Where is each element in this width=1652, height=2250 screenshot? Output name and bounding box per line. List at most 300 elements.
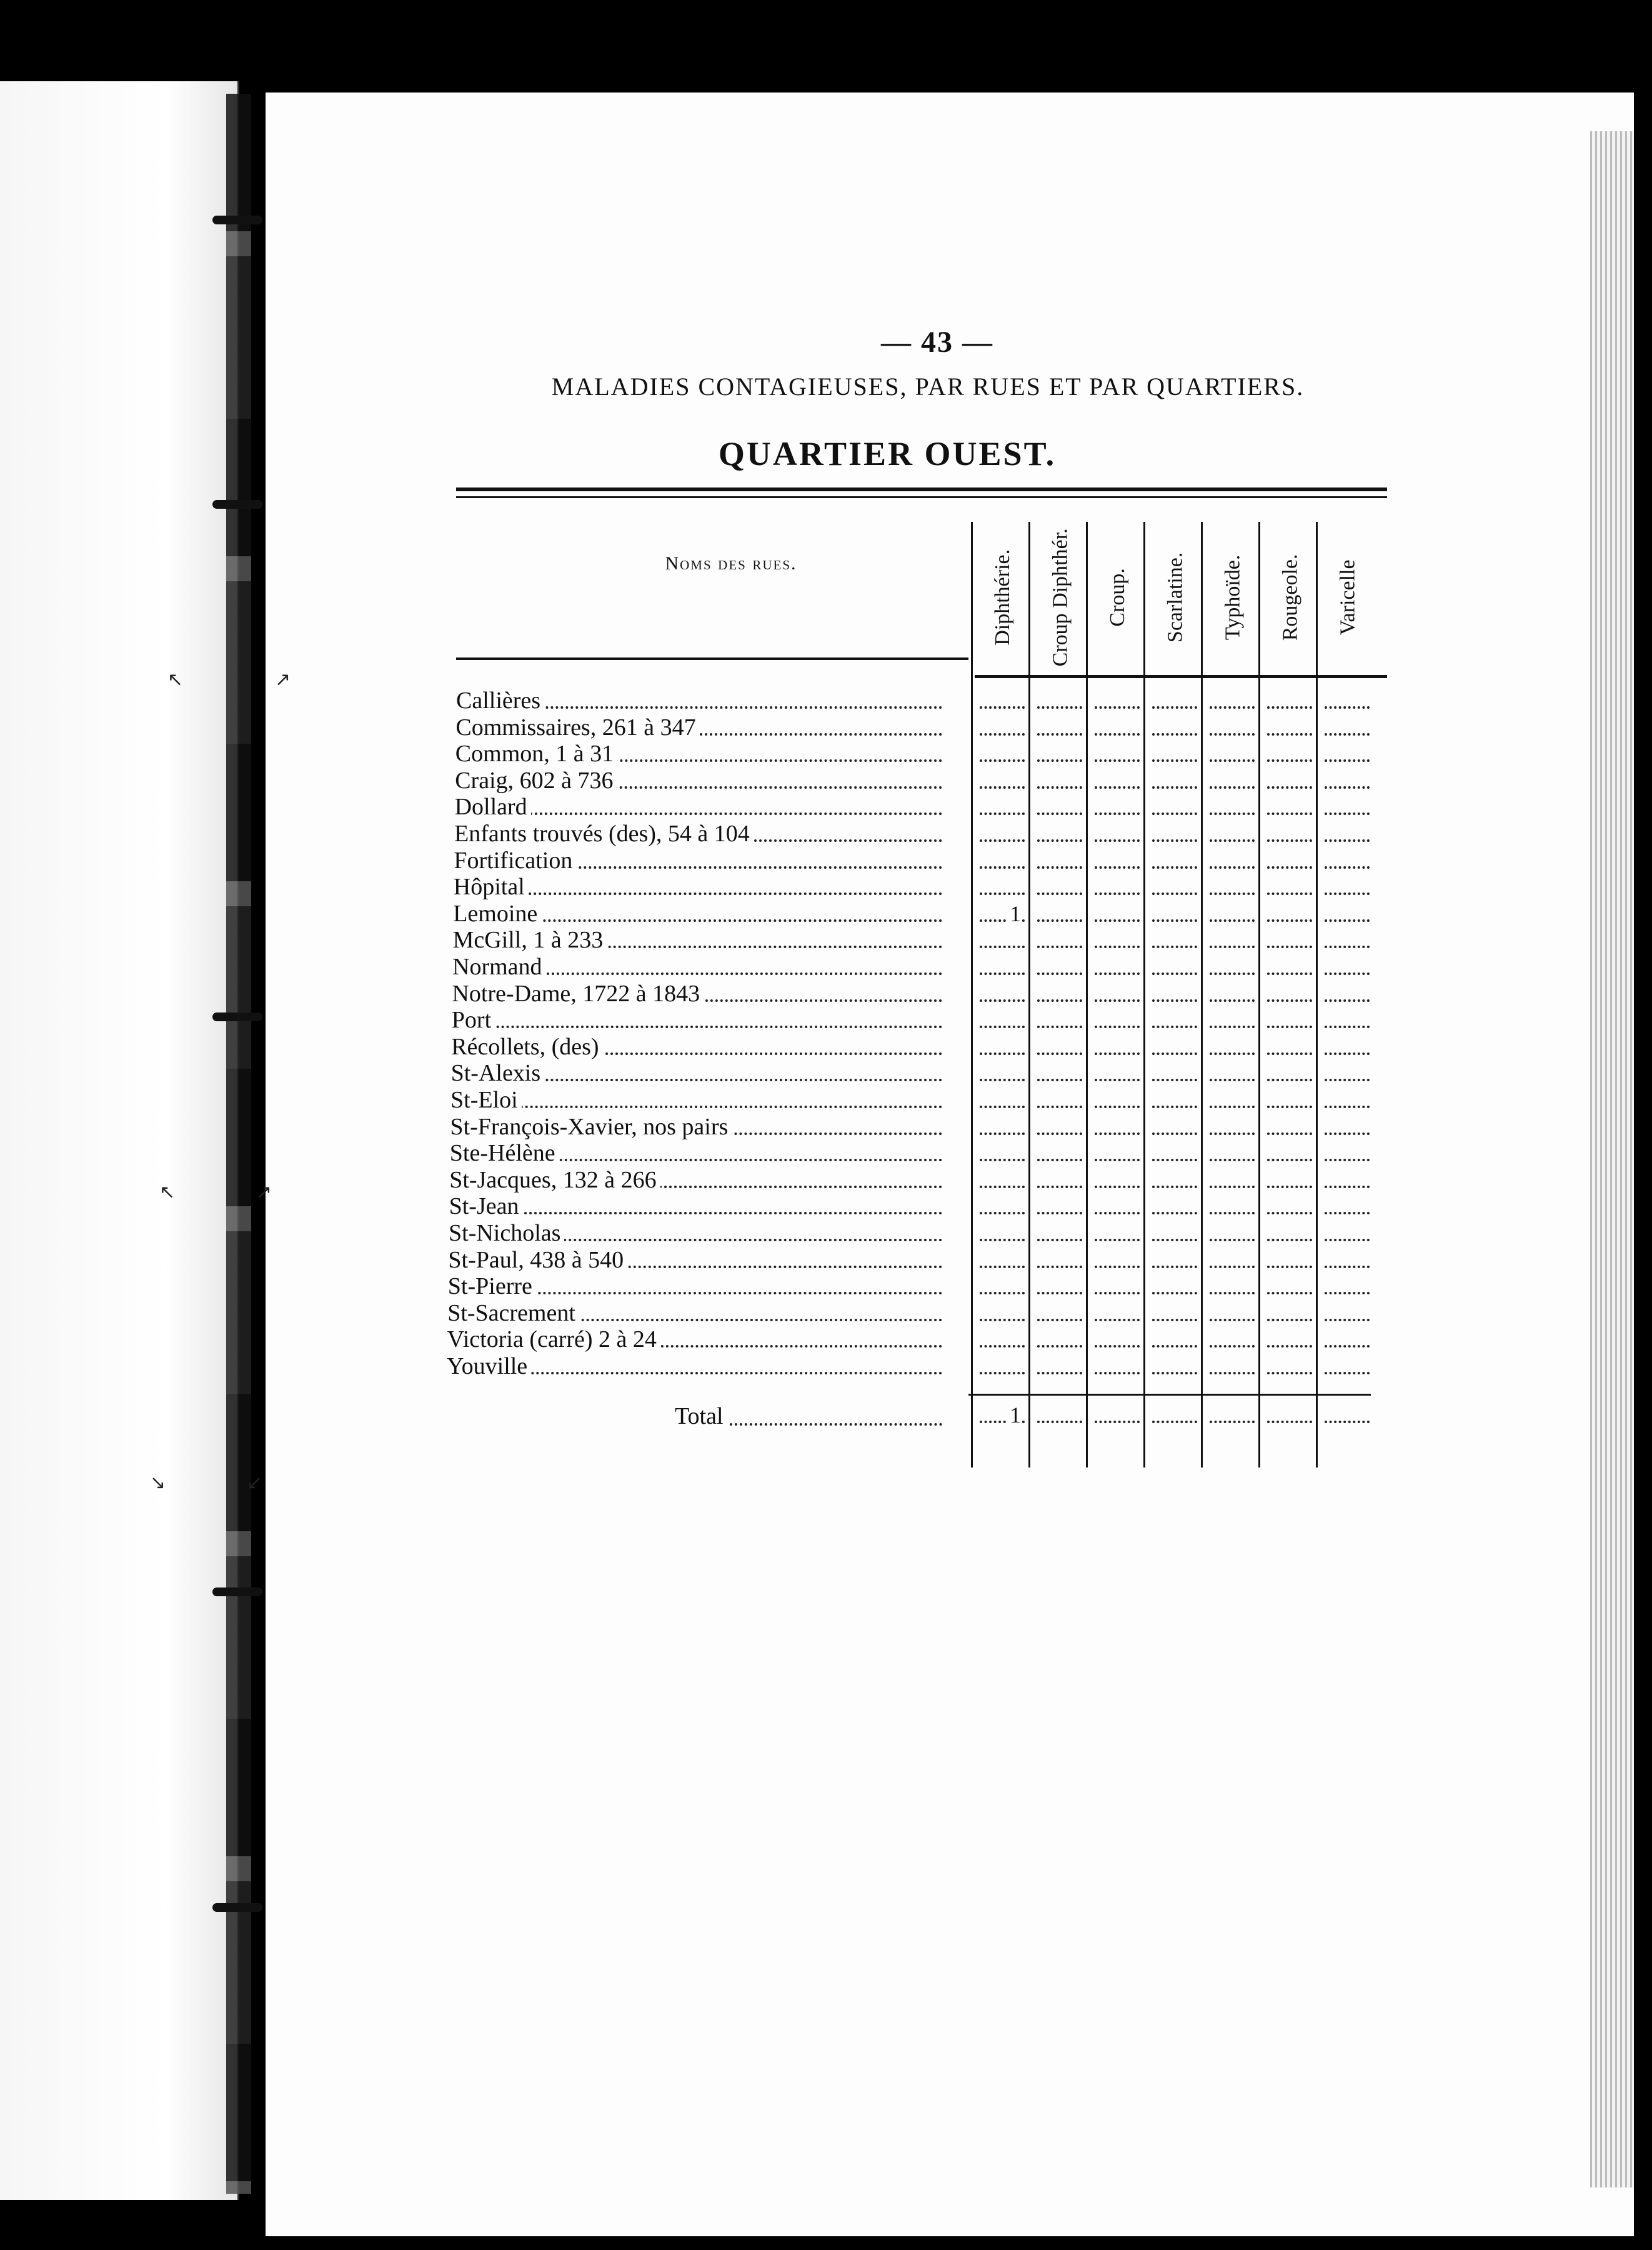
table-cell: [1262, 1326, 1315, 1352]
leader-dots: [1152, 1106, 1197, 1108]
leader-dots: [980, 812, 1025, 815]
table-cell: [975, 1193, 1027, 1219]
leader-dots: [1325, 919, 1370, 922]
top-double-rule: [456, 488, 1387, 491]
leader-dots: [1267, 999, 1312, 1002]
table-cell: [1205, 1247, 1257, 1273]
total-label: Total: [675, 1403, 727, 1429]
leader-dots: [1152, 919, 1197, 922]
leader-dots: [980, 1026, 1025, 1028]
binding-stitch: [212, 500, 262, 509]
leader-dots: [1095, 1292, 1140, 1294]
disease-table: [431, 488, 1387, 1488]
leader-dots: [1267, 733, 1312, 736]
table-cell: [1320, 1087, 1372, 1113]
leader-dots: [1152, 1212, 1197, 1214]
table-cell: [1090, 821, 1142, 847]
leader-dots: [1037, 786, 1082, 789]
leader-dots: [1095, 972, 1140, 975]
leader-dots: [1267, 812, 1312, 815]
leader-dots: [1325, 1239, 1370, 1241]
street-name: Lemoine: [453, 901, 541, 927]
table-cell: [1090, 741, 1142, 767]
leader-dots: [1152, 999, 1197, 1002]
table-cell: [1320, 768, 1372, 794]
table-row: [447, 1326, 942, 1352]
leader-dots: [1210, 1372, 1255, 1374]
table-cell: [975, 927, 1027, 953]
leader-dots: [980, 1186, 1025, 1188]
leader-dots: [1095, 786, 1140, 789]
street-name: Normand: [452, 954, 546, 980]
table-row: [455, 741, 942, 767]
table-cell: [1090, 1247, 1142, 1273]
street-name: St-Paul, 438 à 540: [448, 1247, 627, 1273]
main-heading: MALADIES CONTAGIEUSES, PAR RUES ET PAR QUARTIERS.: [551, 372, 1305, 401]
leader-dots: [1095, 759, 1140, 762]
column-header: [1205, 524, 1261, 671]
table-cell: [1090, 874, 1142, 900]
column-header: [1262, 524, 1318, 671]
leader-dots: [1267, 1052, 1312, 1055]
leader-dots: [1325, 1026, 1370, 1028]
leader-dots: [1037, 999, 1082, 1002]
leader-dots: [1210, 1052, 1255, 1055]
leader-dots: [980, 1239, 1025, 1241]
leader-dots: [1152, 1266, 1197, 1268]
leader-dots: [980, 866, 1025, 869]
table-cell: [1147, 768, 1200, 794]
leader-dots: [1037, 892, 1082, 895]
table-cell: [1205, 1300, 1257, 1326]
table-cell: [1032, 741, 1085, 767]
column-divider: [1028, 522, 1030, 1468]
street-name: Fortification: [454, 848, 576, 874]
leader-dots: [1095, 919, 1140, 922]
leader-dots: [1037, 1319, 1082, 1321]
street-name: St-Jacques, 132 à 266: [449, 1167, 660, 1193]
street-names-header: Noms des rues.: [665, 553, 797, 574]
leader-dots: [1095, 1212, 1140, 1214]
table-cell: [1262, 768, 1315, 794]
table-cell: [1320, 1353, 1372, 1379]
leader-dots: [1267, 1372, 1312, 1374]
table-cell: [1262, 794, 1315, 820]
leader-dots: [1037, 1106, 1082, 1108]
leader-dots: [1267, 1421, 1312, 1423]
table-cell: [1320, 688, 1372, 714]
crop-mark-icon: ↖: [167, 669, 184, 691]
table-cell: [1032, 874, 1085, 900]
leader-dots: [1210, 866, 1255, 869]
leader-dots: [1325, 1319, 1370, 1321]
table-cell: [975, 874, 1027, 900]
street-name: Notre-Dame, 1722 à 1843: [452, 981, 704, 1007]
leader-dots: [1152, 1372, 1197, 1374]
table-cell: [1147, 1247, 1200, 1273]
table-row: [453, 901, 942, 927]
street-name: Ste-Hélène: [450, 1140, 559, 1166]
table-row: [450, 1087, 942, 1113]
table-cell: [975, 1300, 1027, 1326]
leader-dots: [1267, 1106, 1312, 1108]
table-cell: [1320, 741, 1372, 767]
leader-dots: [1267, 1319, 1312, 1321]
table-cell: [1032, 1007, 1085, 1033]
table-cell: [1032, 1247, 1085, 1273]
leader-dots: [1095, 1319, 1140, 1321]
leader-dots: [1095, 1079, 1140, 1081]
table-cell: [1262, 741, 1315, 767]
table-cell: [975, 1114, 1027, 1140]
table-cell: [1032, 794, 1085, 820]
table-cell: [1090, 1007, 1142, 1033]
table-cell: [1205, 954, 1257, 980]
leader-dots: [1095, 1159, 1140, 1161]
leader-dots: [1325, 892, 1370, 895]
leader-dots: [1325, 1372, 1370, 1374]
leader-dots: [980, 972, 1025, 975]
leader-dots: [980, 1079, 1025, 1081]
table-cell: [1205, 1060, 1257, 1086]
crop-mark-icon: ↙: [247, 1472, 263, 1494]
table-row: [450, 1140, 942, 1166]
table-cell: [1032, 1353, 1085, 1379]
table-cell: [975, 954, 1027, 980]
table-cell: [1205, 688, 1257, 714]
table-cell: [1320, 794, 1372, 820]
columns-header-rule: [975, 675, 1387, 678]
table-cell: [975, 901, 1027, 927]
table-cell: [1032, 1167, 1085, 1193]
leader-dots: [1325, 866, 1370, 869]
table-cell: [1032, 927, 1085, 953]
table-cell: [1032, 901, 1085, 927]
table-cell: [1205, 741, 1257, 767]
leader-dots: [1325, 1132, 1370, 1135]
street-name: Hôpital: [454, 874, 529, 900]
column-divider: [1086, 522, 1088, 1468]
column-divider: [971, 522, 973, 1468]
total-cell: [1262, 1402, 1315, 1428]
leader-dots: [1210, 1186, 1255, 1188]
table-cell: [1090, 1273, 1142, 1299]
table-cell: [1320, 1193, 1372, 1219]
leader-dots: [1325, 1079, 1370, 1081]
leader-dots: [1095, 812, 1140, 815]
table-cell: [1032, 1193, 1085, 1219]
table-cell: [1032, 848, 1085, 874]
leader-dots: [1210, 1159, 1255, 1161]
leader-dots: [1210, 946, 1255, 948]
table-cell: [1320, 981, 1372, 1007]
table-row: [454, 821, 942, 847]
table-cell: [1262, 901, 1315, 927]
table-cell: [1090, 1326, 1142, 1352]
leader-dots: [1325, 1186, 1370, 1188]
street-name: St-Jean: [449, 1193, 523, 1219]
leader-dots: [1325, 1345, 1370, 1348]
leader-dots: [1037, 1292, 1082, 1294]
table-cell: [1262, 821, 1315, 847]
table-cell: [1205, 768, 1257, 794]
column-header-label: Typhoïde.: [1221, 554, 1245, 640]
table-cell: [1032, 688, 1085, 714]
leader-dots: [1152, 1292, 1197, 1294]
column-header-label: Croup Diphthér.: [1048, 528, 1072, 666]
leader-dots: [1152, 839, 1197, 842]
table-cell: [1147, 901, 1200, 927]
leader-dots: [1210, 759, 1255, 762]
street-name: Récollets, (des): [451, 1034, 602, 1060]
leader-dots: [1210, 1106, 1255, 1108]
table-row: [455, 794, 942, 820]
leader-dots: [1267, 1159, 1312, 1161]
leader-dots: [1267, 866, 1312, 869]
table-cell: [1090, 1193, 1142, 1219]
table-cell: [1320, 848, 1372, 874]
leader-dots: [1210, 839, 1255, 842]
table-cell: [1262, 688, 1315, 714]
leader-dots: [1325, 1052, 1370, 1055]
leader-dots: [1325, 972, 1370, 975]
binding-stitch: [212, 1903, 262, 1912]
column-divider: [1143, 522, 1145, 1468]
column-header: [1032, 524, 1088, 671]
column-divider: [1316, 522, 1318, 1468]
table-cell: [1262, 927, 1315, 953]
leader-dots: [980, 1052, 1025, 1055]
leader-dots: [1152, 1026, 1197, 1028]
leader-dots: [1267, 892, 1312, 895]
leader-dots: [1037, 1052, 1082, 1055]
leader-dots: [1210, 1239, 1255, 1241]
table-cell: [1205, 1087, 1257, 1113]
table-cell: [1320, 954, 1372, 980]
leader-dots: [1152, 1319, 1197, 1321]
leader-dots: [1267, 706, 1312, 709]
table-cell: [1320, 1326, 1372, 1352]
leader-dots: [1152, 1052, 1197, 1055]
table-cell: [975, 1353, 1027, 1379]
street-name: St-Eloi: [450, 1087, 522, 1113]
table-cell: [975, 768, 1027, 794]
total-cell: [1032, 1402, 1085, 1428]
leader-dots: [1037, 1079, 1082, 1081]
leader-dots: [1325, 786, 1370, 789]
street-name: St-Nicholas: [449, 1220, 564, 1246]
table-cell: [1032, 1140, 1085, 1166]
table-cell: [1090, 768, 1142, 794]
street-name: St-Pierre: [448, 1273, 536, 1299]
leader-dots: [1267, 972, 1312, 975]
leader-dots: [980, 1132, 1025, 1135]
table-cell: [1205, 1034, 1257, 1060]
street-name: McGill, 1 à 233: [453, 927, 607, 953]
street-name: Commissaires, 261 à 347: [455, 714, 699, 741]
leader-dots: [1267, 946, 1312, 948]
leader-dots: [1152, 786, 1197, 789]
table-cell: [1032, 1114, 1085, 1140]
column-header-label: Croup.: [1106, 568, 1130, 627]
leader-dots: [1210, 1212, 1255, 1214]
total-value: 1: [1007, 1402, 1021, 1428]
leader-dots: [1325, 759, 1370, 762]
table-cell: [1320, 1060, 1372, 1086]
table-cell: [1147, 821, 1200, 847]
leader-dots: [1210, 1079, 1255, 1081]
column-divider: [1258, 522, 1260, 1468]
table-row: [451, 1060, 942, 1086]
table-cell: [1147, 714, 1200, 741]
table-cell: [1147, 1034, 1200, 1060]
table-cell: [1090, 1140, 1142, 1166]
leader-dots: [1267, 839, 1312, 842]
table-cell: [975, 1167, 1027, 1193]
column-header-label: Varicelle: [1336, 559, 1360, 635]
leader-dots: [1267, 1345, 1312, 1348]
crop-mark-icon: ↖: [159, 1181, 176, 1203]
table-cell: [1090, 901, 1142, 927]
leader-dots: [1152, 1159, 1197, 1161]
leader-dots: [1152, 892, 1197, 895]
table-row: [447, 1353, 942, 1379]
table-cell: [1147, 1300, 1200, 1326]
table-cell: [1320, 1247, 1372, 1273]
street-name: Port: [452, 1007, 495, 1033]
table-cell: [1147, 1060, 1200, 1086]
top-double-rule: [456, 496, 1387, 498]
table-cell: [1090, 1060, 1142, 1086]
leader-dots: [1095, 866, 1140, 869]
crop-mark-icon: ↘: [150, 1472, 166, 1494]
leader-dots: [1095, 1239, 1140, 1241]
column-header: [1090, 524, 1146, 671]
table-cell: [1262, 1167, 1315, 1193]
table-cell: [1320, 1167, 1372, 1193]
table-cell: [1032, 1326, 1085, 1352]
leader-dots: [1037, 1026, 1082, 1028]
table-cell: [1205, 1114, 1257, 1140]
table-cell: [1320, 714, 1372, 741]
table-cell: [1320, 821, 1372, 847]
street-name: Callières: [456, 688, 544, 714]
table-cell: [1262, 848, 1315, 874]
table-cell: [1262, 954, 1315, 980]
table-cell: [1205, 1167, 1257, 1193]
table-cell: [1032, 768, 1085, 794]
leader-dots: [1037, 706, 1082, 709]
leader-dots: [1210, 706, 1255, 709]
leader-dots: [1037, 812, 1082, 815]
leader-dots: [980, 1292, 1025, 1294]
table-cell: [1032, 981, 1085, 1007]
table-cell: [1032, 1087, 1085, 1113]
leader-dots: [1152, 866, 1197, 869]
leader-dots: [1325, 1212, 1370, 1214]
leader-dots: [1267, 1132, 1312, 1135]
binding-stitch: [212, 1012, 262, 1021]
table-cell: [975, 1273, 1027, 1299]
table-cell: [1262, 1247, 1315, 1273]
table-cell: [1262, 874, 1315, 900]
table-cell: [1205, 874, 1257, 900]
leader-dots: [1152, 706, 1197, 709]
table-row: [449, 1220, 942, 1246]
leader-dots: [1152, 1186, 1197, 1188]
leader-dots: [1095, 999, 1140, 1002]
table-row: [455, 768, 942, 794]
table-cell: [975, 1140, 1027, 1166]
table-cell: [1032, 954, 1085, 980]
leader-dots: [980, 759, 1025, 762]
table-cell: [1090, 688, 1142, 714]
table-cell: [1320, 901, 1372, 927]
leader-dots: [1152, 1421, 1197, 1423]
leader-dots: [980, 1106, 1025, 1108]
leader-dots: [1210, 1319, 1255, 1321]
leader-dots: [1037, 1372, 1082, 1374]
leader-dots: [980, 1372, 1025, 1374]
table-row: [456, 688, 942, 714]
total-cell: [1320, 1402, 1372, 1428]
table-cell: [1147, 1140, 1200, 1166]
leader-dots: [449, 1212, 942, 1214]
total-cell: [1090, 1402, 1142, 1428]
table-cell: [1262, 1273, 1315, 1299]
table-cell: [1147, 1353, 1200, 1379]
leader-dots: [1210, 1292, 1255, 1294]
table-cell: [1320, 874, 1372, 900]
leader-dots: [1095, 1186, 1140, 1188]
leader-dots: [1095, 892, 1140, 895]
leader-dots: [452, 1026, 942, 1028]
table-cell: [1262, 714, 1315, 741]
table-row: [448, 1247, 942, 1273]
table-cell: [1205, 848, 1257, 874]
table-row: [447, 1300, 942, 1326]
table-cell: [1147, 1220, 1200, 1246]
table-cell: [975, 1087, 1027, 1113]
total-cell: [1205, 1402, 1257, 1428]
leader-dots: [1037, 1266, 1082, 1268]
leader-dots: [1325, 839, 1370, 842]
table-cell: [1320, 1140, 1372, 1166]
table-cell: [1090, 794, 1142, 820]
leader-dots: [1267, 759, 1312, 762]
leader-dots: [980, 706, 1025, 709]
leader-dots: [1210, 812, 1255, 815]
leader-dots: [1095, 1132, 1140, 1135]
leader-dots: [1325, 733, 1370, 736]
table-cell: [1262, 1034, 1315, 1060]
table-cell: [1147, 794, 1200, 820]
leader-dots: [1037, 946, 1082, 948]
table-row: [451, 1034, 942, 1060]
total-rule: [968, 1394, 1371, 1396]
leader-dots: [980, 1345, 1025, 1348]
table-row: [454, 848, 942, 874]
leader-dots: [1037, 1212, 1082, 1214]
leader-dots: [1210, 1132, 1255, 1135]
table-cell: [975, 794, 1027, 820]
table-cell: [1090, 1353, 1142, 1379]
table-cell: [1090, 981, 1142, 1007]
leader-dots: [1325, 946, 1370, 948]
leader-dots: [980, 733, 1025, 736]
column-divider: [1201, 522, 1203, 1468]
table-cell: [1205, 1353, 1257, 1379]
